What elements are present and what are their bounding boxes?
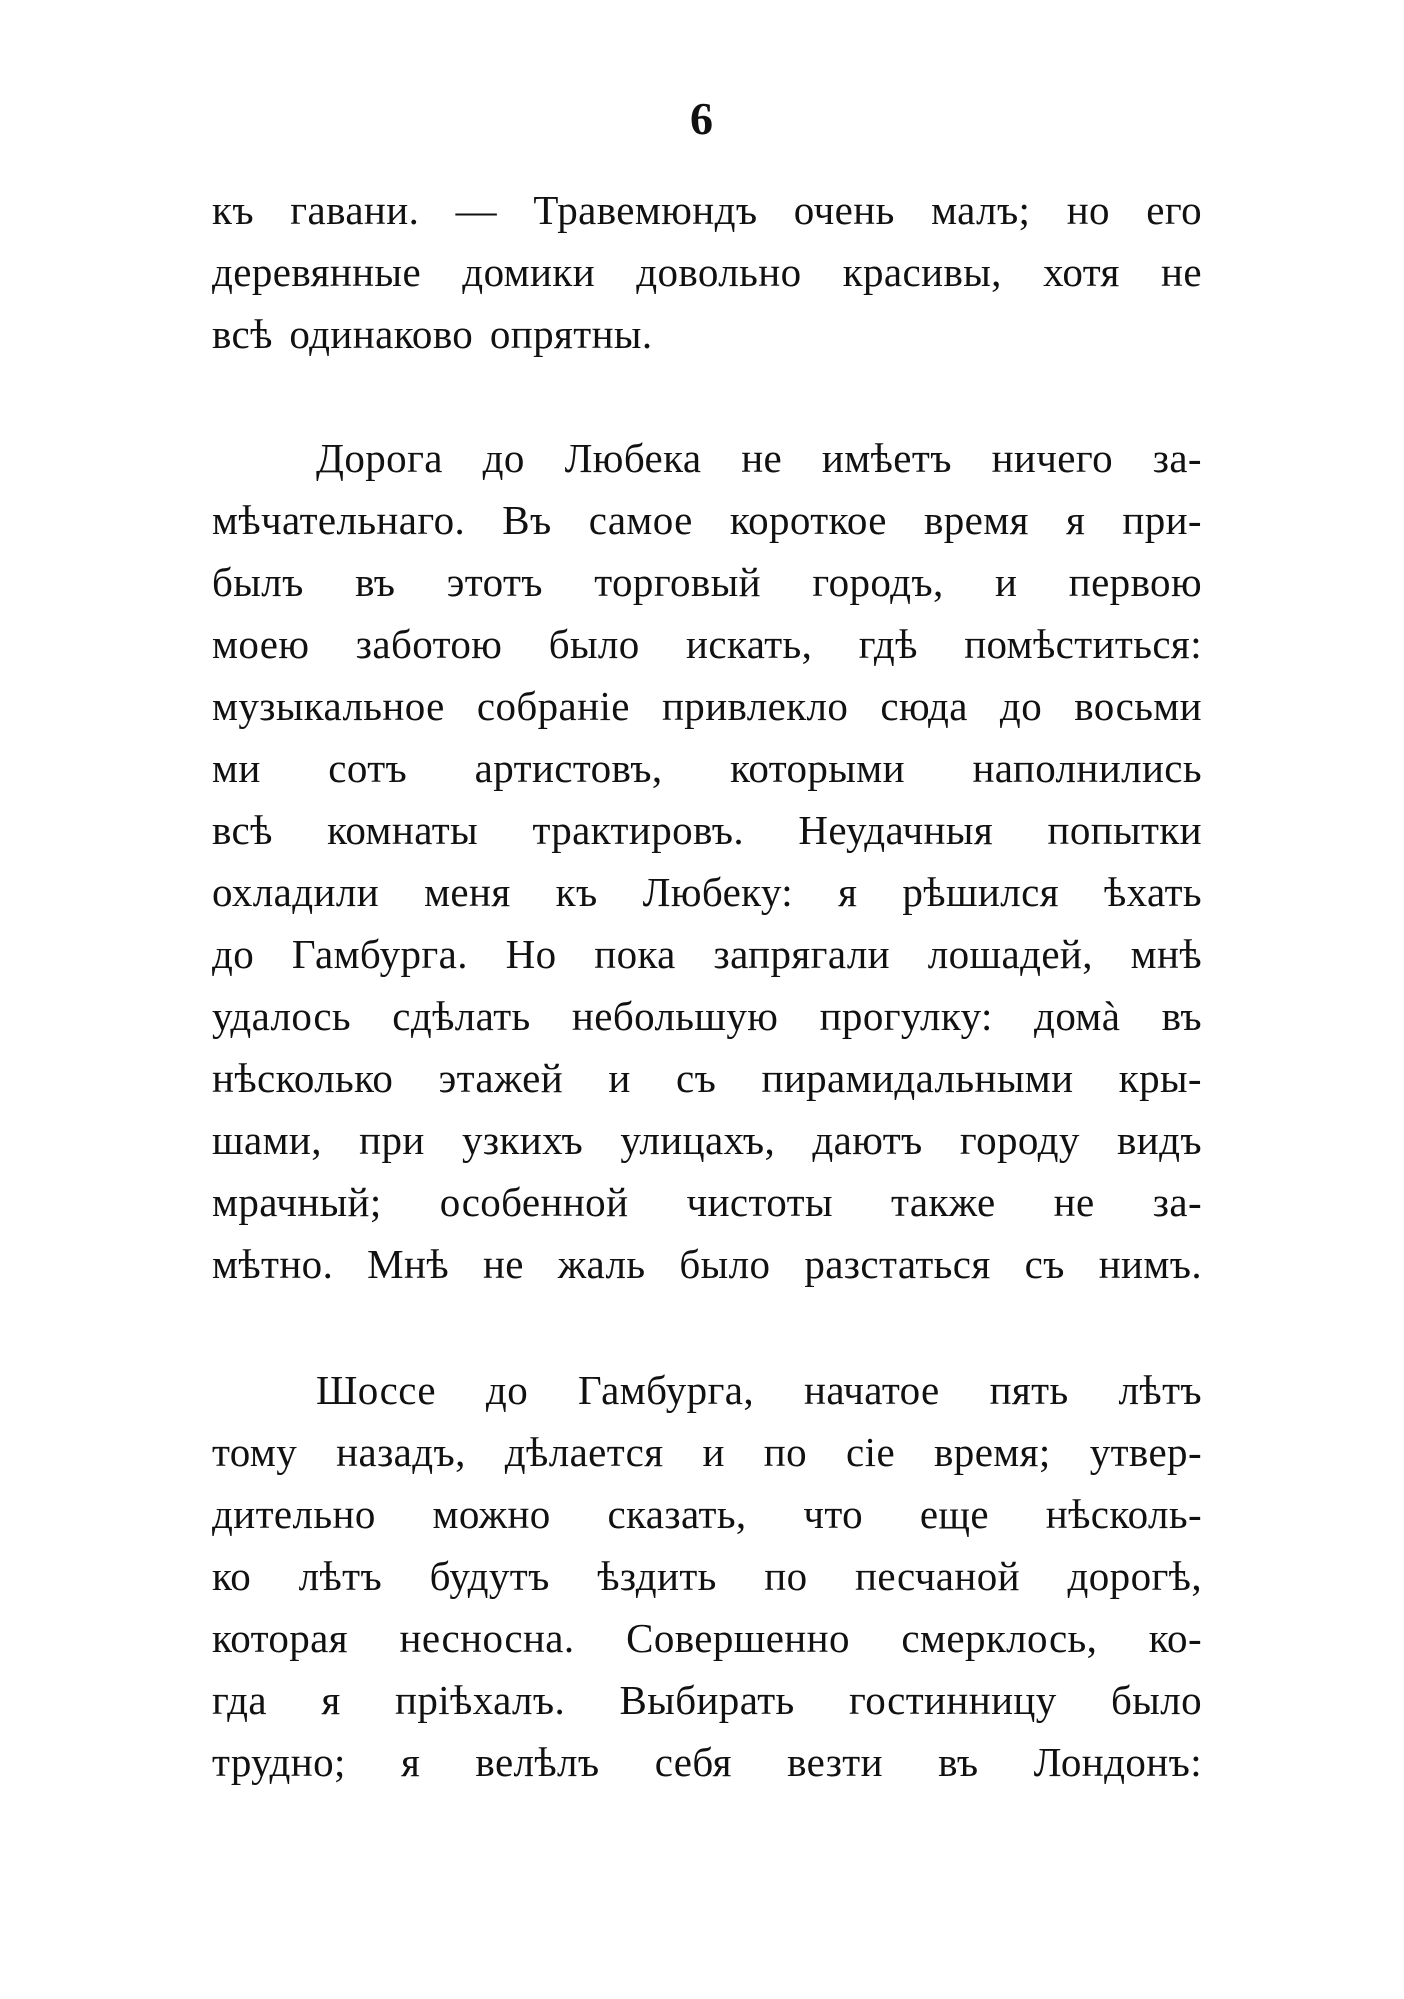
text-line: шами, при узкихъ улицахъ, даютъ городу видъ <box>212 1117 1202 1163</box>
text-line: ми сотъ артистовъ, которыми наполнились <box>212 745 1202 791</box>
text-line: былъ въ этотъ торговый городъ, и первою <box>212 559 1202 605</box>
text-line: мрачный; особенной чистоты также не за- <box>212 1179 1202 1225</box>
text-line: къ гавани. — Травемюндъ очень малъ; но его <box>212 187 1202 233</box>
text-line: Дорога до Любека не имѣетъ ничего за- <box>316 435 1202 481</box>
text-line: трудно; я велѣлъ себя везти въ Лондонъ: <box>212 1739 1202 1785</box>
text-line: которая несносна. Совершенно смерклось, ко- <box>212 1615 1202 1661</box>
text-line: дительно можно сказать, что еще нѣсколь- <box>212 1491 1202 1537</box>
text-line: удалось сдѣлать небольшую прогулку: домà въ <box>212 993 1202 1039</box>
text-line: ко лѣтъ будутъ ѣздить по песчаной дорогѣ, <box>212 1553 1202 1599</box>
text-line: тому назадъ, дѣлается и по сіе время; утвер- <box>212 1429 1202 1475</box>
text-line: охладили меня къ Любеку: я рѣшился ѣхать <box>212 869 1202 915</box>
text-line: нѣсколько этажей и съ пирамидальными кры- <box>212 1055 1202 1101</box>
text-line: музыкальное собраніе привлекло сюда до восьми <box>212 683 1202 729</box>
text-line: гда я пріѣхалъ. Выбирать гостинницу было <box>212 1677 1202 1723</box>
text-line: всѣ одинаково опрятны. <box>212 311 653 357</box>
text-line: Шоссе до Гамбурга, начатое пять лѣтъ <box>316 1367 1202 1413</box>
page-number: 6 <box>690 93 714 144</box>
text-line: мѣтно. Мнѣ не жаль было разстаться съ нимъ. <box>212 1241 1202 1287</box>
text-line: до Гамбурга. Но пока запрягали лошадей, мнѣ <box>212 931 1202 977</box>
text-line: мѣчательнаго. Въ самое короткое время я при- <box>212 497 1202 543</box>
text-line: моею заботою было искать, гдѣ помѣститься: <box>212 621 1202 667</box>
text-line: деревянные домики довольно красивы, хотя не <box>212 249 1202 295</box>
text-line: всѣ комнаты трактировъ. Неудачныя попытки <box>212 807 1202 853</box>
